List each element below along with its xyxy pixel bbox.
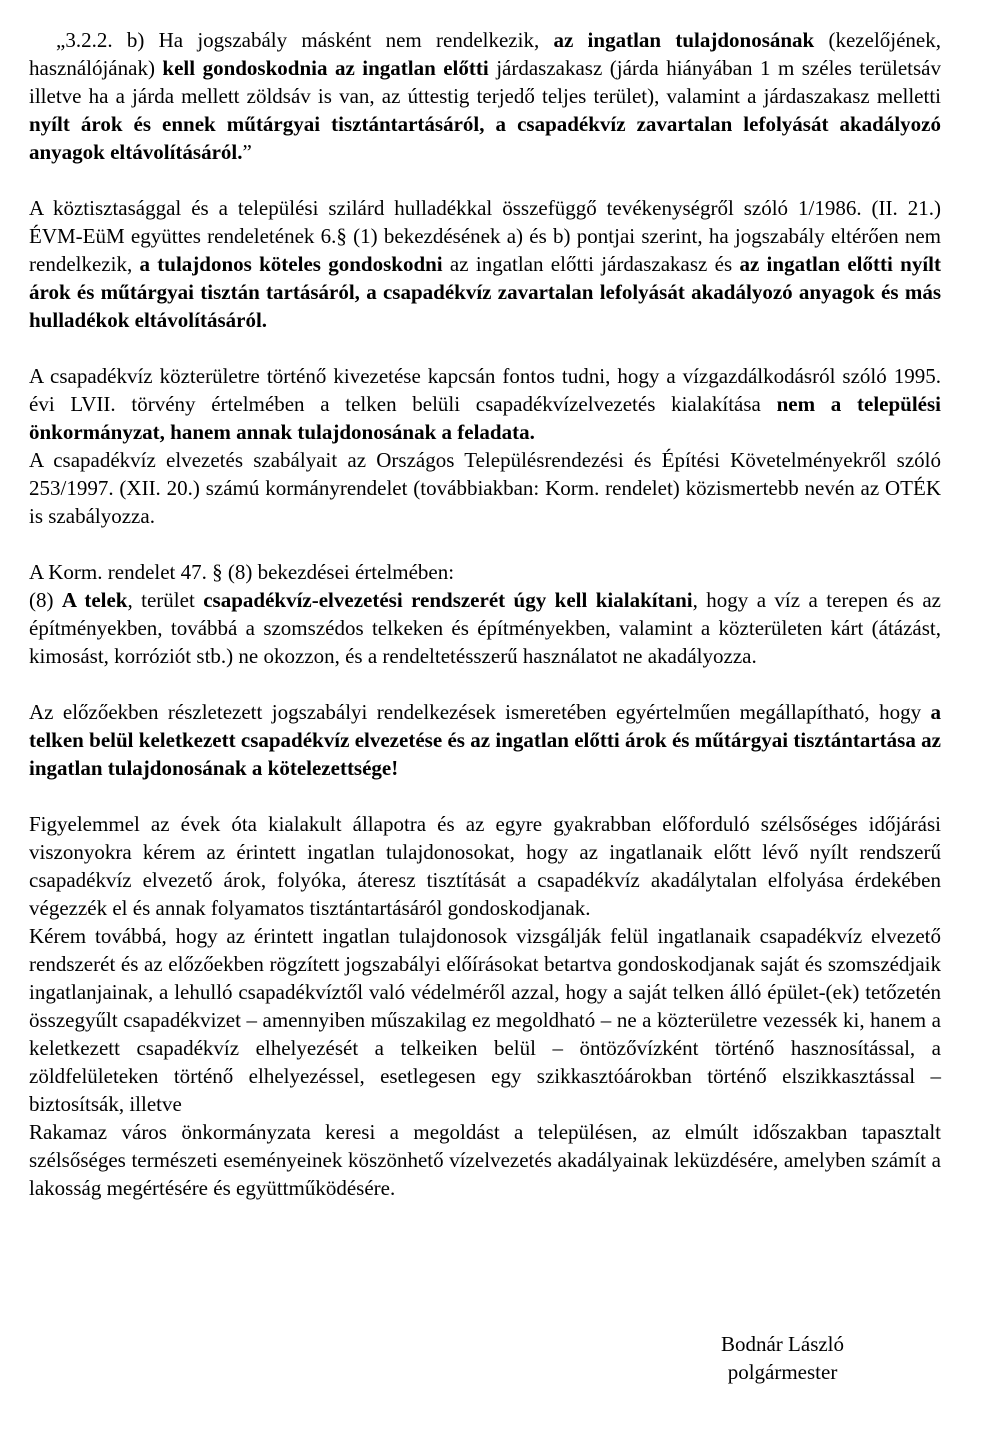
text-run: Figyelemmel az évek óta kialakult állapotra és az egyre gyakrabban előforduló szélsőséges időjárási viszonyokra kérem az érintett ingatlan tulajdonosokat, hogy az ingatlanaik előtt lévő nyílt rendszerű csapadékvíz elvezető árok, folyóka, áteresz tisztítását a csapadékvíz akadálytalan elfolyása érdekében végezzék el és annak folyamatos tisztántartásáról gondoskodjanak. xyxy=(29,812,941,920)
text-run: „3.2.2. b) Ha jogszabály másként nem rendelkezik, xyxy=(56,28,554,52)
paragraph-figyelemmel-keres xyxy=(29,810,941,922)
text-run: A köztisztasággal és a települési szilárd hulladékkal összefüggő tevékenységről szóló 1/1986. (II. 21.) ÉVM-EüM együttes rendeletének 6.§ (1) bekezdésének a) és b) pontjai szerint, ha jogszabály eltérően nem rendelkezik, xyxy=(29,196,941,276)
text-run: Rakamaz város önkormányzata keresi a megoldást a településen, az elmúlt időszakban tapasztalt szélsőséges természeti eseményeinek köszönhető vízelvezetés akadályainak leküzdésére, amelyben számít a lakosság megértésére és együttműködésére. xyxy=(29,1120,941,1200)
text-run-bold: az ingatlan előtti nyílt árok és műtárgyai tisztán tartásáról, a csapadékvíz zavartalan lefolyását akadályozó anyagok és más hulladékok eltávolításáról. xyxy=(29,252,941,332)
signature-block xyxy=(660,1330,905,1386)
document-body xyxy=(29,26,941,1202)
text-run-bold: a telken belül keletkezett csapadékvíz elvezetése és az ingatlan előtti árok és műtárgyai tisztántartása az ingatlan tulajdonosának a kötelezettsége! xyxy=(29,700,941,780)
signature-name: Bodnár László xyxy=(720,1332,845,1356)
text-run: az ingatlan előtti járdaszakasz és xyxy=(442,252,740,276)
text-run-bold: nem a települési önkormányzat, hanem annak tulajdonosának a feladata. xyxy=(29,392,941,444)
text-run-bold: a tulajdonos köteles gondoskodni xyxy=(139,252,443,276)
text-run: (kezelőjének, használójának) xyxy=(29,28,942,80)
text-run-bold: kell gondoskodnia az ingatlan előtti xyxy=(162,56,489,80)
paragraph-korm-rendelet-8 xyxy=(29,586,941,670)
paragraph-koztisztasag-rendelet xyxy=(29,194,941,334)
signature-title: polgármester xyxy=(727,1360,838,1384)
paragraph-korm-rendelet-intro xyxy=(29,558,941,586)
paragraph-rakamaz-onkormanyzat xyxy=(29,1118,941,1202)
paragraph-kerem-tovabba xyxy=(29,922,941,1118)
text-run: A csapadékvíz közterületre történő kivezetése kapcsán fontos tudni, hogy a vízgazdálkodásról szóló 1995. évi LVII. törvény értelmében a telken belüli csapadékvízelvezetés kialakítása xyxy=(29,364,941,416)
text-run-bold: A telek xyxy=(61,588,128,612)
paragraph-elozoekben-megallapitas xyxy=(29,698,941,782)
text-run: Kérem továbbá, hogy az érintett ingatlan tulajdonosok vizsgálják felül ingatlanaik csapadékvíz elvezető rendszerét és az előzőekben rögzített jogszabályi előírásokat betartva gondoskodjanak saját és szomszédjaik ingatlanjainak, a lehulló csapadékvíztől való védelméről azzal, hogy a saját telken álló épület-(ek) tetőzetén összegyűlt csapadékvizet – amennyiben műszakilag ez megoldható – ne a közterületre vezessék ki, hanem a keletkezett csapadékvíz elhelyezését a telkeiken belül – öntözővízként történő hasznosítással, a zöldfelületeken történő elhelyezéssel, esetlegesen egy szikkasztóárokban történő elszikkasztással – biztosítsák, illetve xyxy=(29,924,941,1116)
text-run: (8) xyxy=(29,588,62,612)
text-run: A Korm. rendelet 47. § (8) bekezdései értelmében: xyxy=(29,560,455,584)
text-run: ” xyxy=(242,140,252,164)
paragraph-csapadekviz-kozterulet xyxy=(29,362,941,446)
text-run: , hogy a víz a terepen és az építményekben, továbbá a szomszédos telkeken és építményekben, valamint a közterületen kárt (átázást, kimosást, korróziót stb.) ne okozzon, és a rendeltetésszerű használatot ne akadályozza. xyxy=(29,588,941,668)
text-run: járdaszakasz (járda hiányában 1 m széles területsáv illetve ha a járda mellett zöldsáv is van, az úttestig terjedő teljes terület), valamint a járdaszakasz melletti xyxy=(29,56,942,108)
text-run: Az előzőekben részletezett jogszabályi rendelkezések ismeretében egyértelműen megállapítható, hogy xyxy=(29,700,931,724)
paragraph-quote-322b xyxy=(29,26,941,166)
text-run-bold: az ingatlan tulajdonosának xyxy=(553,28,815,52)
text-run: , terület xyxy=(127,588,204,612)
text-run-bold: nyílt árok és ennek műtárgyai tisztántartásáról, a csapadékvíz zavartalan lefolyását akadályozó anyagok eltávolításáról. xyxy=(29,112,941,164)
text-run-bold: csapadékvíz-elvezetési rendszerét úgy kell kialakítani xyxy=(203,588,693,612)
paragraph-csapadekviz-otek xyxy=(29,446,941,530)
text-run: A csapadékvíz elvezetés szabályait az Országos Településrendezési és Építési Követelményekről szóló 253/1997. (XII. 20.) számú kormányrendelet (továbbiakban: Korm. rendelet) közismertebb nevén az OTÉK is szabályozza. xyxy=(29,448,941,528)
